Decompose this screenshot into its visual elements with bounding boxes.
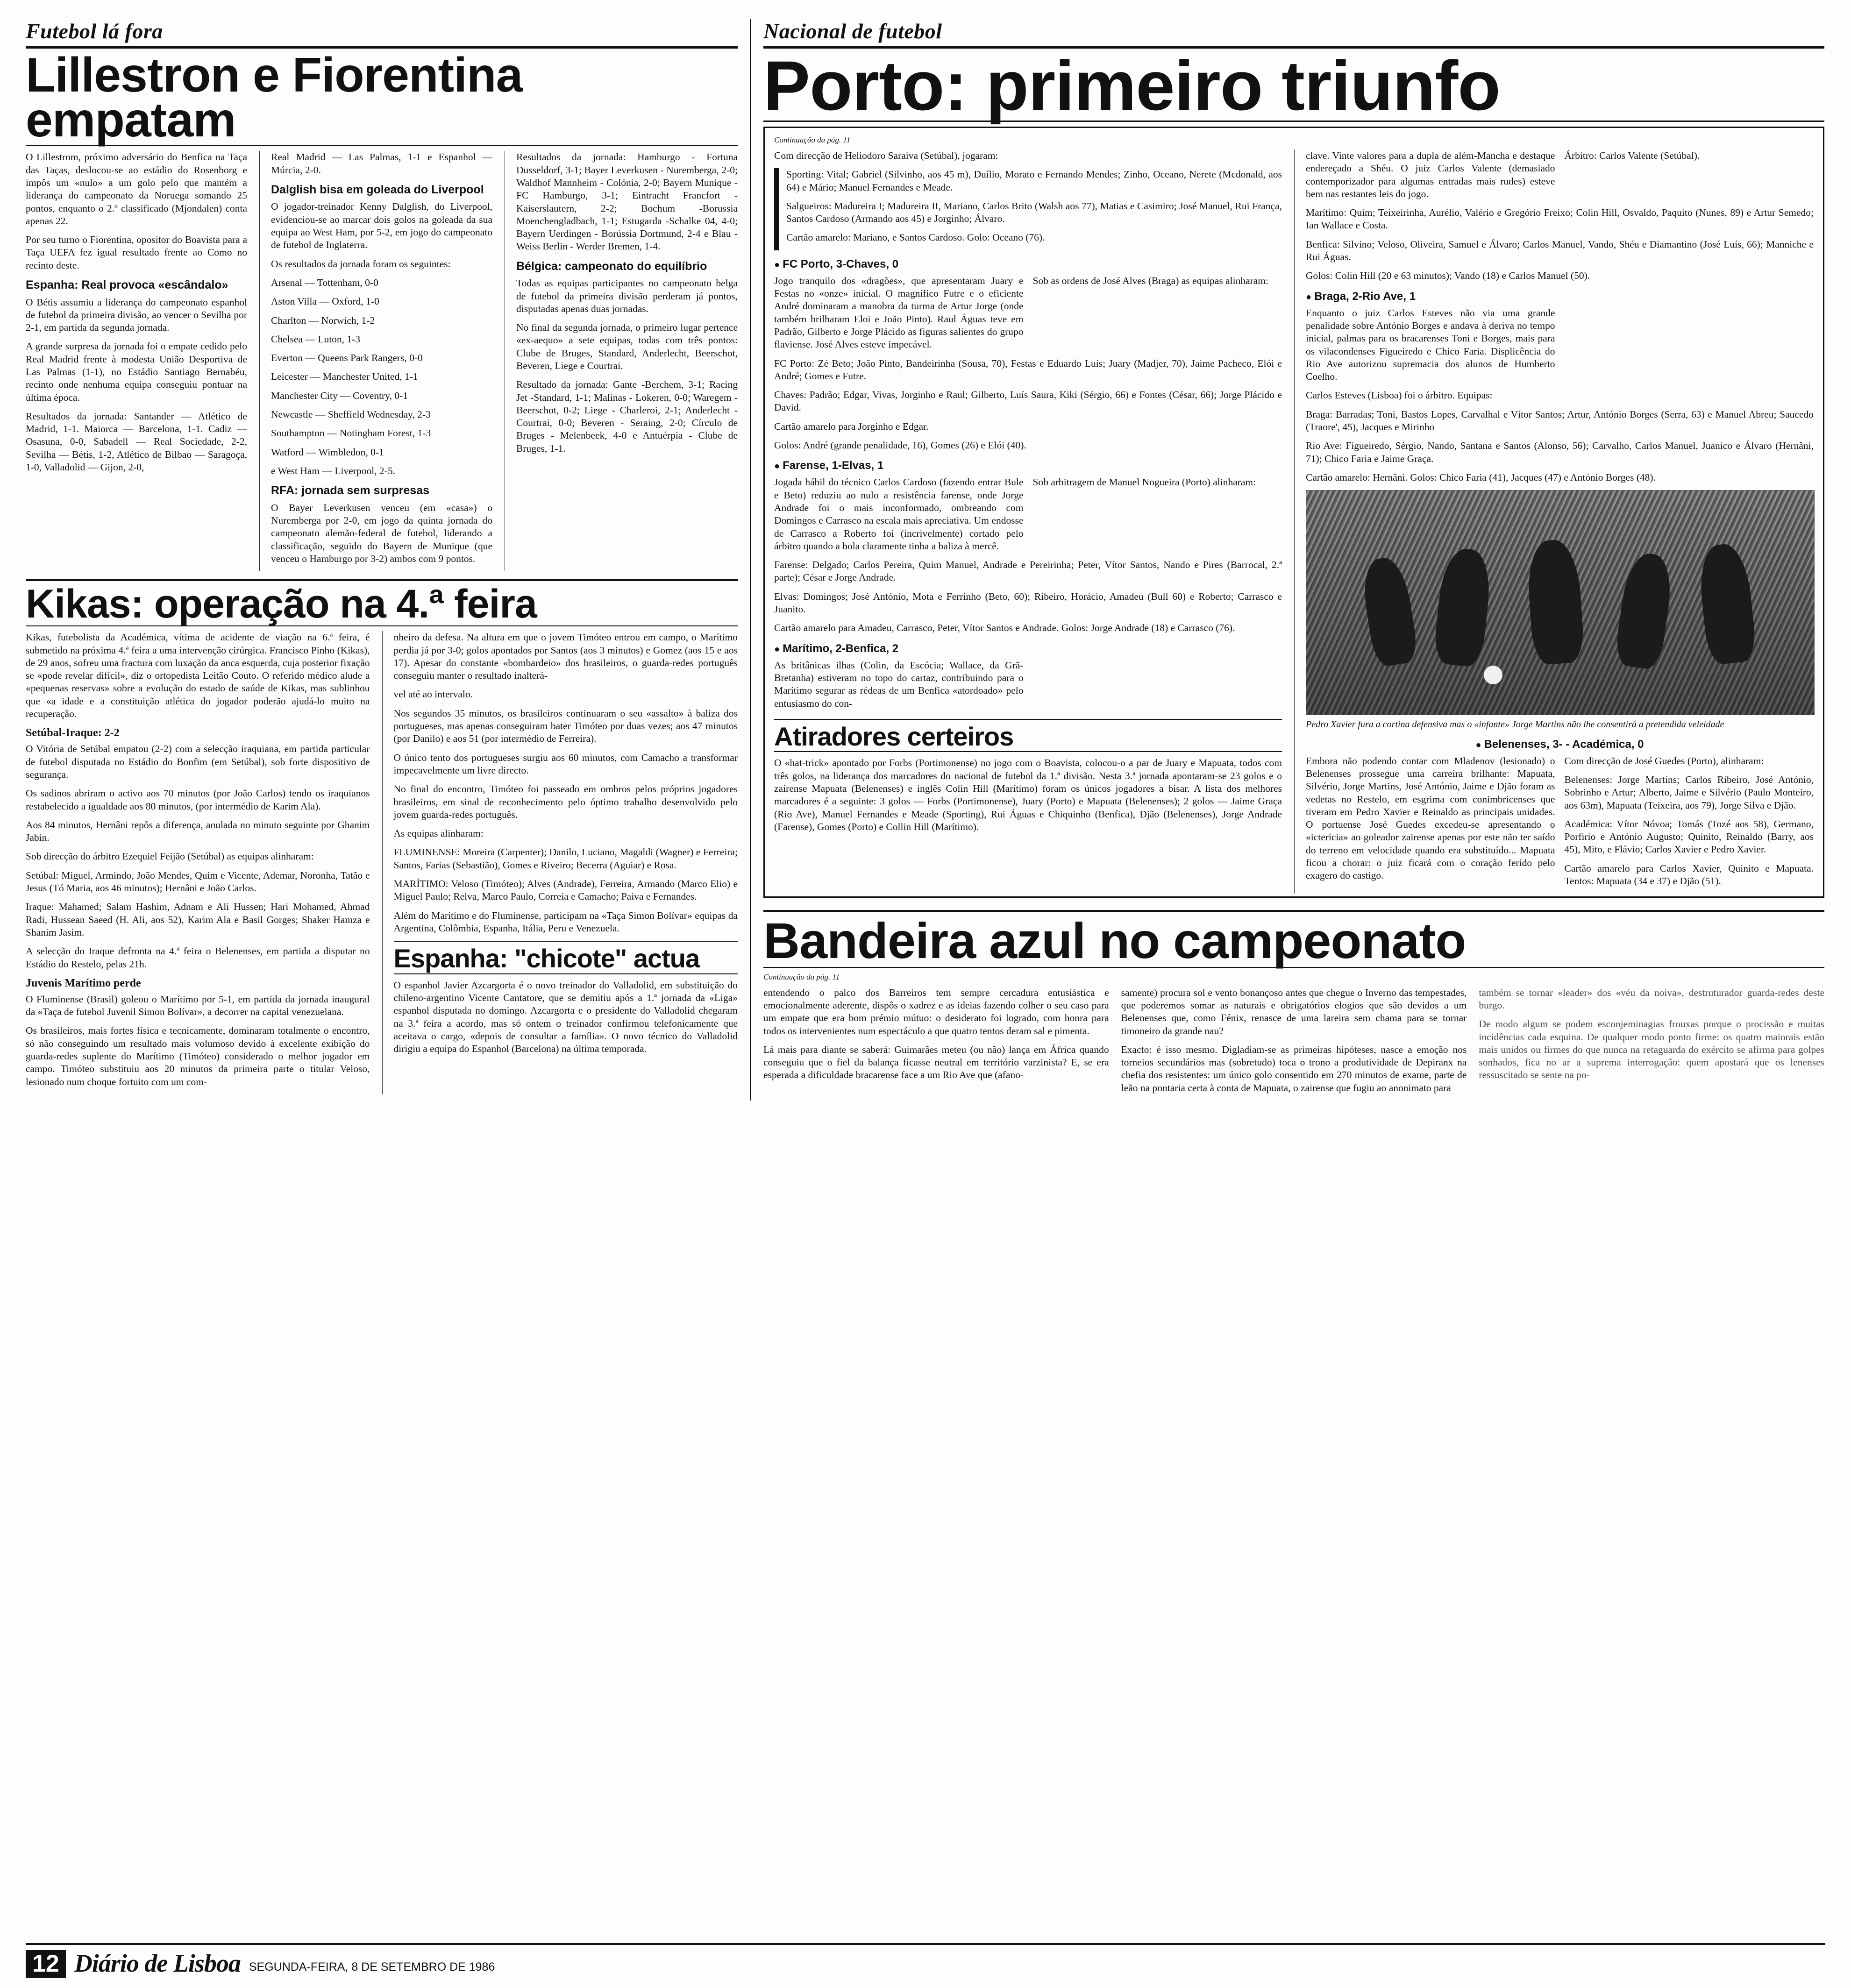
rule: [774, 751, 1282, 752]
bullet-icon: ●: [1475, 739, 1481, 750]
futebol-la-fora-columns: [26, 151, 738, 571]
paragraph: FLUMINENSE: Moreira (Carpenter); Danilo, Luciano, Magaldi (Wagner) e Ferreira; Santos, Farias (Sebastião), Gomes e Riveiro; Becerra (Aguiar) e Rosa.: [393, 846, 738, 871]
headline-bandeira-azul: Bandeira azul no campeonato: [763, 912, 1466, 969]
paragraph: Os brasileiros, mais fortes física e tecnicamente, dominaram totalmente o encontro, só não conseguindo um resultado mais volumoso devido à excelente exibição do guarda-redes suplente do Marítimo (Timóteo) considerado o melhor jogador em campo. Timóteo substituiu aos 20 minutos da primeira parte o titular Veloso, lesionado num choque fortuito com um com-: [26, 1025, 370, 1087]
paragraph: Resultado da jornada: Gante -Berchem, 3-1; Racing Jet -Standard, 1-1; Malinas - Lokeren, 0-0; Waregem - Beerschot, 0-2; Liege - Charleroi, 2-1; Anderlecht - Courtrai, 0-0; Beveren - Seraing, 2-0; Círculo de Bruges - Melenbeek, 4-0 e Antuérpia - Clube de Bruges, 1-1.: [516, 379, 738, 454]
paragraph: O Lillestrom, próximo adversário do Benfica na Taça das Taças, deslocou-se ao estádio do Rosenborg e impôs um «nulo» a um golo pelo que mantém a liderança do campeonato da Noruega somando 25 pontos, enquanto o 2.º classificado (Mjondalen) conta apenas 22.: [26, 151, 247, 227]
result-line: Charlton — Norwich, 1-2: [271, 314, 375, 326]
clave-split: [1306, 149, 1814, 206]
headline-porto-primeiro-triunfo: Porto: primeiro triunfo: [763, 46, 1500, 125]
paragraph: Cartão amarelo: Mariano, e Santos Cardoso. Golo: Oceano (76).: [786, 232, 1045, 243]
top-area: [26, 19, 1825, 1100]
bullet-icon: ●: [1306, 291, 1312, 302]
subhead-espanha-real: Espanha: Real provoca «escândalo»: [26, 278, 228, 292]
match-title-porto-chaves: [774, 258, 1282, 271]
match-title-belenenses-academica: [1306, 738, 1814, 751]
match-photo: [1306, 490, 1815, 715]
match-farense-elvas-body: [774, 476, 1282, 559]
paragraph: Enquanto o juiz Carlos Esteves não via uma grande penalidade sobre António Borges e andava à deriva no tempo inicial, palmas para os bracarenses Toni e Borges, mais para os vilacondenses Figueiredo e Chico Faria. Displicência do Rio Ave autorizou supremacia dos alunos de Humberto Coelho.: [1306, 307, 1555, 383]
subhead-juvenis-maritimo: Juvenis Marítimo perde: [26, 977, 141, 989]
paragraph: O espanhol Javier Azcargorta é o novo treinador do Valladolid, em substituição do chileno-argentino Vicente Cantatore, que se demitiu após a 1.ª jornada da «Liga» espanhol disputada no domingo. Azcargorta e o presidente do Valladolid chegaram na 3.ª feira a acordo, mas só ontem o treinador confirmou telefonicamente que aceitava o cargo, «depois de consultar a família». O novo técnico do Valladolid dirigiu a equipa do Espanhol (Barcelona) na última temporada.: [393, 979, 738, 1055]
paragraph: O Fluminense (Brasil) goleou o Marítimo por 5-1, em partida da jornada inaugural da «Taça de futebol Juvenil Simon Bolívar», a decorrer na capital venezuelana.: [26, 993, 370, 1018]
paragraph: Marítimo: Quim; Teixeirinha, Aurélio, Valério e Gregório Freixo; Colin Hill, Osvaldo, Paquito (Nunes, 89) e Artur Semedo; Ian Wallace e Costa.: [1306, 207, 1814, 231]
paragraph: entendendo o palco dos Barreiros tem sempre cercadura entusiástica e emocionalmente aderente, dispôs o xadrez e as ideias fazendo colher o seu caso para um empate que era bom prémio mútuo: o desiderato foi logrado, com honra para todos os intervenientes num espectáculo a que quatro tentos deram sal e pimenta.: [763, 987, 1109, 1037]
issue-date: SEGUNDA-FEIRA, 8 DE SETEMBRO DE 1986: [249, 1960, 495, 1974]
paragraph: Benfica: Silvino; Veloso, Oliveira, Samuel e Álvaro; Carlos Manuel, Vando, Shéu e Diamantino (José Luís, 66); Manniche e Rui Águas.: [1306, 238, 1814, 263]
headline-espanha-chicote: Espanha: "chicote" actua: [393, 944, 700, 973]
page-number: 12: [26, 1950, 66, 1978]
paragraph: Setúbal: Miguel, Armindo, João Mendes, Quim e Vicente, Ademar, Noronha, Tatão e Jesus (Tó Maria, aos 46 minutos); Hernâni e João Carlos.: [26, 869, 370, 894]
paragraph: Salgueiros: Madureira I; Madureira II, Mariano, Carlos Brito (Walsh aos 77), Matias e Casimiro; José Manuel, Rui França, Santos Cardoso (Armando aos 45) e Jorginho; Álvaro.: [786, 200, 1282, 225]
result-line: e West Ham — Liverpool, 2-5.: [271, 465, 395, 476]
result-line: Newcastle — Sheffield Wednesday, 2-3: [271, 409, 431, 420]
paragraph: Braga: Barradas; Toni, Bastos Lopes, Carvalhal e Vítor Santos; Artur, António Borges (Serra, 63) e Manuel Abreu; Saucedo (Traore', 45), Jacques e Mirinho: [1306, 408, 1814, 433]
paragraph: Sob arbitragem de Manuel Nogueira (Porto) alinharam:: [1032, 476, 1256, 488]
paragraph: Resultados da jornada: Santander — Atlético de Madrid, 1-1. Maiorca — Barcelona, 1-1. Cadiz — Osasuna, 0-0, Sabadell — Real Sociedade, 2-2, Sevilha — Bétis, 1-2, Atlético de Bilbao — Saragoça, 1-0, Valladolid — Gijon, 2-0,: [26, 410, 247, 473]
paragraph: As britânicas ilhas (Colin, da Escócia; Wallace, da Grã-Bretanha) estiveram no topo do cartaz, contribuindo para o Marítimo segurar as rédeas de um Benfica «atordoado» pelo entusiasmo do con-: [774, 659, 1024, 709]
subhead-setubal-iraque: Setúbal-Iraque: 2-2: [26, 727, 120, 739]
paragraph: Com direcção de José Guedes (Porto), alinharam:: [1564, 755, 1764, 767]
match-title-text: Marítimo, 2-Benfica, 2: [783, 642, 899, 655]
paragraph: A selecção do Iraque defronta na 4.ª feira o Belenenses, em partida a disputar no Estádio do Restelo, pelas 21h.: [26, 945, 370, 970]
paragraph: Elvas: Domingos; José António, Mota e Ferrinho (Beto, 60); Ribeiro, Horácio, Amadeu (Bull 60) e Roberto; Carrasco e Juanito.: [774, 590, 1282, 615]
vertical-rule: [774, 168, 779, 250]
match-belenenses-body: [1306, 755, 1814, 894]
column-2: [259, 151, 492, 571]
result-line: Manchester City — Coventry, 0-1: [271, 390, 408, 401]
paragraph: No final do encontro, Timóteo foi passeado em ombros pelos próprios jogadores brasileiros, em sinal de reconhecimento pelo óptimo trabalho desenvolvido pelo jovem guarda-redes português.: [393, 783, 738, 820]
match-title-text: Belenenses, 3- - Académica, 0: [1484, 738, 1644, 751]
paragraph: As equipas alinharam:: [393, 828, 484, 839]
column-3: [505, 151, 738, 571]
result-line: Chelsea — Luton, 1-3: [271, 333, 361, 345]
paragraph: Jogo tranquilo dos «dragões», que apresentaram Juary e Festas no «onze» inicial. O magnífico Futre e o eficiente André dominaram a manobra da turma de Artur Jorge (onde também brilharam Eloi e João Pinto). Raul Águas teve em Padrão, Gilberto e Jorge Plácido as figuras salientes do grupo flaviense. José Alves esteve impecável.: [774, 275, 1024, 350]
match-title-farense-elvas: [774, 459, 1282, 472]
match-title-braga-rioave: [1306, 290, 1814, 303]
bandeira-column-2: [1121, 987, 1467, 1100]
paragraph: nheiro da defesa. Na altura em que o jovem Timóteo entrou em campo, o Marítimo perdia já por 3-0; golos apontados por Santos (aos 3 minutos) e Gomez (aos 15 e aos 17). Apesar do constante «bombardeio» dos brasileiros, o guarda-redes português conseguiu manter o resultado inalterá-: [393, 632, 738, 682]
match-braga-rioave-body: [1306, 307, 1814, 390]
left-zone: [26, 19, 750, 1100]
column-1: [26, 151, 247, 571]
result-line: Arsenal — Tottenham, 0-0: [271, 277, 378, 288]
kikas-column-1: [26, 631, 370, 1094]
match-title-text: Farense, 1-Elvas, 1: [783, 459, 884, 472]
paragraph: O Vitória de Setúbal empatou (2-2) com a selecção iraquiana, em partida particular de futebol disputada no Estádio do Bonfim (em Setúbal), sob forte dispositivo de segurança.: [26, 743, 370, 780]
paragraph: Chaves: Padrão; Edgar, Vivas, Jorginho e Raul; Gilberto, Luís Saura, Kiki (Sérgio, 66) e Fontes (César, 66); Jorge Plácido e David.: [774, 389, 1282, 413]
nacional-column-1: [774, 149, 1282, 894]
result-line: Southampton — Notingham Forest, 1-3: [271, 427, 431, 439]
section-kicker-futebol-la-fora: Futebol lá fora: [26, 19, 163, 43]
paragraph: Académica: Vítor Nóvoa; Tomás (Tozé aos 58), Germano, Porfirio e António Augusto; Quinito, Reinaldo (Barry, aos 45), Mito, e Flávio; Carlos Xavier e Pedro Xavier.: [1564, 818, 1814, 855]
paragraph: Belenenses: Jorge Martins; Carlos Ribeiro, José António, Sobrinho e Artur; Alberto, Jaime e Silvério (Paulo Monteiro, aos 63m), Mapuata (Teixeira, aos 79), Jorge Silva e Djão.: [1564, 774, 1814, 811]
paragraph: Resultados da jornada: Hamburgo - Fortuna Dusseldorf, 3-1; Bayer Leverkusen - Nuremberga, 2-0; Waldhof Mannheim - Colónia, 2-0; Bayern Munique - FC Hamburgo, 3-1; Eintracht Francfort - Kaiserslautern, 2-2; Bochum -Borussia Moenchengladbach, 1-1; Estugarda -Schalke 04, 4-0; Bayern Uerdingen - Borússia Dortmund, 2-4 e Blau -Weiss Berlin - Werder Bremen, 1-4.: [516, 151, 738, 252]
continuation-note: Continuação da pág. 11: [763, 972, 840, 981]
paragraph: Golos: André (grande penalidade, 16), Gomes (26) e Elói (40).: [774, 440, 1026, 451]
paragraph: Real Madrid — Las Palmas, 1-1 e Espanhol — Múrcia, 2-0.: [271, 151, 492, 176]
result-line: Aston Villa — Oxford, 1-0: [271, 296, 379, 307]
rule: [394, 973, 738, 974]
paragraph: vel até ao intervalo.: [393, 689, 473, 700]
subhead-dalglish: Dalglish bisa em goleada do Liverpool: [271, 183, 484, 196]
paragraph: O «hat-trick» apontado por Forbs (Portimonense) no jogo com o Boavista, colocou-o a par de Juary e Mapuata, todos com três golos, na liderança dos marcadores do nacional de futebol da 1.ª divisão. Nesta 3.ª jornada apontaram-se 23 golos e o zairense Mapuata (Belenenses) e inglês Colin Hill (Marítimo) foram os únicos jogadores a bisar. A lista dos melhores marcadores é a seguinte: 3 golos — Forbs (Portimonense), Juary (Porto) e Mapuata (Belenenses); 2 golos — Jaime Graça (Rio Ave), Manuel Fernandes e Meade (Sporting), Rui Águas e Chiquinho (Benfica), Djão (Belenenses), Jorge Andrade (Farense), Gomes (Porto) e Collin Hill (Marítimo).: [774, 757, 1282, 832]
kikas-columns: [26, 631, 738, 1094]
paragraph: Rio Ave: Figueiredo, Sérgio, Nando, Santana e Santos (Alonso, 56); Carvalho, Carlos Manuel, Juanico e Álvaro (Hernâni, 71); Chico Faria e Jaime Graça.: [1306, 440, 1814, 464]
paragraph: O único tento dos portugueses surgiu aos 60 minutos, com Camacho a transformar impecavelmente um livre directo.: [393, 752, 738, 776]
right-zone: [750, 19, 1824, 1100]
paragraph: Cartão amarelo: Hernâni. Golos: Chico Faria (41), Jacques (47) e António Borges (48).: [1306, 471, 1656, 483]
rule: [774, 719, 1282, 720]
bullet-icon: ●: [774, 461, 780, 472]
paragraph: Farense: Delgado; Carlos Pereira, Quim Manuel, Andrade e Pereirinha; Peter, Vítor Santos, Nando e Pires (Barrocal, 2.ª parte); César e Jorge Andrade.: [774, 559, 1282, 583]
lineup-block: [774, 168, 1282, 250]
paragraph: Exacto: é isso mesmo. Digladiam-se as primeiras hipóteses, nasce a emoção nos torneios secundários mas (sobretudo) toca o trono a produtividade de Depiranx na chefia dos resistentes: um único golo consentido em 270 minutos de exame, parte de leão na pontaria certa à conta de Mapuata, o zairense que fugiu ao anonimato para: [1121, 1044, 1467, 1093]
paragraph: Nos segundos 35 minutos, os brasileiros continuaram o seu «assalto» à baliza dos portugueses, mas apenas conseguiram bater Timóteo por duas vezes; aos 47 minutos (por Danilo) e aos 51 (por intermédio de Ferreira).: [393, 707, 738, 745]
subhead-belgica: Bélgica: campeonato do equilíbrio: [516, 259, 707, 273]
paragraph: Aos 84 minutos, Hernâni repôs a diferença, anulada no minuto seguinte por Ghanim Jabin.: [26, 819, 370, 844]
nacional-columns: [774, 149, 1814, 894]
rule: [394, 941, 738, 942]
subhead-rfa: RFA: jornada sem surpresas: [271, 484, 430, 497]
headline-atiradores-certeiros: Atiradores certeiros: [774, 721, 1014, 751]
match-title-text: FC Porto, 3-Chaves, 0: [783, 257, 899, 270]
paragraph: De modo algum se podem esconjeminagias frouxas porque o procissão e muitas incidências cada esquina. De qualquer modo ponto firme: os quatro maiorais estão mais unidos ou firmes do que nunca na retaguarda do exército se afirma para golpes sonhados, fica no ar a suprema interrogação: quem apostará que os lenenses ressuscitado se sente na po-: [1479, 1018, 1825, 1081]
match-title-maritimo-benfica: [774, 642, 1282, 655]
paragraph: samente) procura sol e vento bonançoso antes que chegue o Inverno das tempestades, que poderemos somar as naturais e obrigatórios elogios que são devidos a um Belenenses que, como Fénix, renasce de uma lareira sem chama para se tornar timoneiro da grande nau?: [1121, 987, 1467, 1037]
paragraph: Lá mais para diante se saberá: Guimarães meteu (ou não) lança em África quando conseguiu que o fiel da balança ficasse neutral em território varzinista? E, se era esperada a dificuldade bracarense face a um Rio Ave que (afano-: [763, 1044, 1109, 1081]
paragraph: Cartão amarelo para Jorginho e Edgar.: [774, 420, 929, 432]
paragraph: Árbitro: Carlos Valente (Setúbal).: [1564, 150, 1700, 161]
paragraph: Cartão amarelo para Carlos Xavier, Quinito e Mapuata. Tentos: Mapuata (34 e 37) e Djão (51).: [1564, 862, 1814, 887]
paragraph: Embora não podendo contar com Mladenov (lesionado) o Belenenses prossegue uma carreira brilhante: Mapuata, Silvério, Jorge Martins, José António, Jaime e Djão foram as vedetas no Restelo, em esgrima com conimbricenses que tiveram em Pedro Xavier e Reinaldo as principais unidades. O portuense José Guedes excedeu-se apresentando o «ictericia» ao goleador zairense apenas por este não ter saído do terreno em velocidade quando era substituído... Mapuata ficou a chorar: o juiz ficará com o coração ferido pelo exagero do castigo.: [1306, 755, 1555, 881]
paragraph: também se tornar «leader» dos «véu da noiva», destruturador guarda-redes deste burgo.: [1479, 987, 1825, 1011]
paragraph: A grande surpresa da jornada foi o empate cedido pelo Real Madrid frente à modesta União Desportiva de Las Palmas (1-1), no Estádio Santiago Bernabéu, recinto onde nenhuma equipa conseguiu pontuar na última época.: [26, 341, 247, 403]
paragraph: Golos: Colin Hill (20 e 63 minutos); Vando (18) e Carlos Manuel (50).: [1306, 270, 1590, 282]
continuation-note: Continuação da pág. 11: [774, 135, 851, 144]
paragraph: Kikas, futebolista da Académica, vítima de acidente de viação na 6.ª feira, é submetido na próxima 4.ª feira a uma intervenção cirúrgica. Francisco Pinho (Kikas), de 29 anos, sofreu uma fractura com luxação da anca esquerda, cuja posterior fixação se «pode revelar difícil», diz o ortopedista Leitão Couto. O referido médico alude a «pequenas reservas» sobre a evolução do estado de saúde de Kikas, mas sublinhou que «a idade e a constituição atlética do jogador poderão ajudá-lo muito na recuperação.: [26, 632, 370, 720]
paragraph: Cartão amarelo para Amadeu, Carrasco, Peter, Vítor Santos e Andrade. Golos: Jorge Andrade (18) e Carrasco (76).: [774, 622, 1235, 634]
paragraph: Sob direcção do árbitro Ezequiel Feijão (Setúbal) as equipas alinharam:: [26, 851, 314, 862]
bandeira-columns: [763, 987, 1824, 1100]
masthead-title: Diário de Lisboa: [74, 1949, 241, 1977]
paragraph: O Bayer Leverkusen venceu (em «casa») o Nuremberga por 2-0, em jogo da quinta jornada do campeonato alemão-federal de futebol, liderando a classificação, seguido do Bayern de Munique (que venceu o Hamburgo por 3-2) ambos com 9 pontos.: [271, 502, 492, 564]
paragraph: Carlos Esteves (Lisboa) foi o árbitro. Equipas:: [1306, 390, 1493, 401]
paragraph: Sob as ordens de José Alves (Braga) as equipas alinharam:: [1032, 275, 1269, 286]
nacional-box: [763, 127, 1824, 898]
kikas-column-2: [382, 631, 738, 1094]
headline-lillestron: Lillestron e Fiorentina empatam: [26, 48, 523, 147]
paragraph: FC Porto: Zé Beto; João Pinto, Bandeirinha (Sousa, 70), Festas e Eduardo Luís; Juary (Madjer, 70), Jaime Pacheco, Elói e André; Gomes e Futre.: [774, 357, 1282, 382]
match-porto-chaves-body: [774, 275, 1282, 357]
rule: [26, 579, 738, 581]
paragraph: Os resultados da jornada foram os seguintes:: [271, 258, 451, 270]
result-line: Everton — Queens Park Rangers, 0-0: [271, 352, 423, 364]
page-footer: [26, 1943, 1825, 1978]
paragraph: No final da segunda jornada, o primeiro lugar pertence «ex-aequo» a sete equipas, todas com três pontos: Clube de Bruges, Standard, Anderlecht, Beerschot, Beveren, Liege e Courtrai.: [516, 322, 738, 371]
paragraph: O jogador-treinador Kenny Dalglish, do Liverpool, evidenciou-se ao marcar dois golos na goleada da sua equipa ao West Ham, por 5-2, em jogo do campeonato de futebol de Inglaterra.: [271, 201, 492, 251]
paragraph: O Bétis assumiu a liderança do campeonato espanhol de futebol da primeira divisão, ao vencer o Sevilha por 2-1, em partida da segunda jornada.: [26, 296, 247, 334]
bandeira-column-3: [1479, 987, 1824, 1100]
nacional-column-2: [1294, 149, 1814, 894]
result-line: Leicester — Manchester United, 1-1: [271, 371, 418, 383]
photo-caption: Pedro Xavier fura a cortina defensiva mas o «infante» Jorge Martins não lhe consentirá a pretendida veleidade: [1306, 719, 1724, 730]
match-title-text: Braga, 2-Rio Ave, 1: [1314, 290, 1416, 303]
paragraph: Todas as equipas participantes no campeonato belga de futebol da primeira divisão perderam já pontos, disputadas apenas duas jornadas.: [516, 277, 738, 314]
result-line: Watford — Wimbledon, 0-1: [271, 446, 384, 458]
paragraph: Jogada hábil do técnico Carlos Cardoso (fazendo entrar Bule e Beto) reduziu ao nulo a resistência farense, onde Jorge Andrade foi o mais inconformado, ombreando com Domingos e Carrasco na escala mais apreciativa. Um endosse de Carrasco a Roberto foi (incrivelmente) cortado pelo árbitro quando a bola claramente tinha a baliza à mercê.: [774, 476, 1024, 552]
paragraph: MARÍTIMO: Veloso (Timóteo); Alves (Andrade), Ferreira, Armando (Marco Elio) e Miguel Paulo; Relva, Marco Paulo, Correia e Camacho; Paiva e Fernandes.: [393, 878, 738, 902]
paragraph: Com direcção de Heliodoro Saraiva (Setúbal), jogaram:: [774, 150, 998, 161]
match-maritimo-benfica-body: [774, 659, 1282, 716]
headline-kikas: Kikas: operação na 4.ª feira: [26, 582, 537, 627]
paragraph: Os sadinos abriram o activo aos 70 minutos (por João Carlos) tendo os iraquianos restabelecido a igualdade aos 80 minutos, (por intermédio de Karim Ala).: [26, 788, 370, 812]
bandeira-column-1: [763, 987, 1109, 1100]
paragraph: clave. Vinte valores para a dupla de além-Mancha e destaque endereçado a Shéu. O juiz Carlos Valente (demasiado contemporizador para algumas entradas mais rudes) esteve bem nas restantes leis do jogo.: [1306, 150, 1555, 199]
paragraph: Além do Marítimo e do Fluminense, participam na «Taça Simon Bolívar» equipas da Argentina, Colômbia, Espanha, Itália, Peru e Venezuela.: [393, 909, 738, 934]
bandeira-section: [763, 910, 1824, 1100]
section-kicker-nacional: Nacional de futebol: [763, 19, 942, 43]
paragraph: Por seu turno o Fiorentina, opositor do Boavista para a Taça UEFA fez igual resultado frente ao Como no recinto deste.: [26, 234, 247, 271]
bullet-icon: ●: [774, 644, 780, 654]
paragraph: Iraque: Mahamed; Salam Hashim, Adnam e Ali Hussen; Hari Mohamed, Ahmad Radi, Hussean Saeed (H. Ali, aos 52), Karim Ala e Basil Gorges; Shaker Hamza e Shanim Jasim.: [26, 901, 370, 938]
bullet-icon: ●: [774, 259, 780, 270]
paragraph: Sporting: Vital; Gabriel (Silvinho, aos 45 m), Duílio, Morato e Fernando Mendes; Zinho, Oceano, Nerete (Mcdonald, aos 64) e Mário; Manuel Fernandes e Meade.: [786, 169, 1282, 193]
